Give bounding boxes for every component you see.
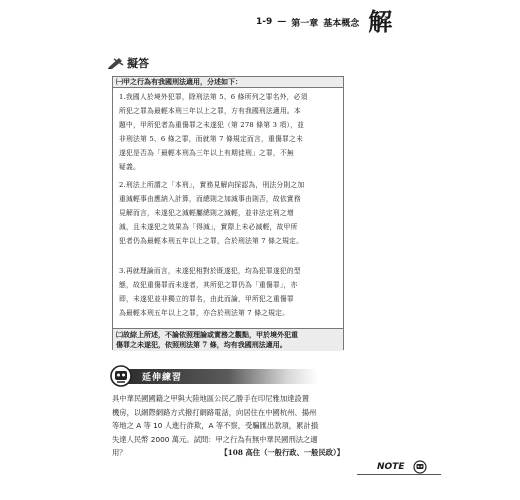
text-line: 見解而言，未遂犯之減輕屬總則之減輕，並非法定刑之增 (119, 209, 294, 217)
text-line: 減，且未遂犯之效果為「得減」，實際上未必減輕，故甲所 (119, 223, 298, 231)
robot-icon (108, 365, 134, 387)
note-label (357, 460, 441, 478)
text-line: 失達人民幣 2000 萬元。試問：甲之行為有無中華民國刑法之適 (112, 434, 318, 444)
answer-box (112, 76, 344, 350)
text-line: 1.我國人於境外犯罪，除刑法第 5、6 條所列之罪名外，必須 (119, 93, 308, 101)
text-line: 機房，以網際網路方式撥打網路電話，向居住在中國杭州、揚州 (112, 407, 317, 417)
text-line: 即，未遂犯並非獨立的罪名，由此而論，甲所犯之重傷罪 (119, 295, 294, 303)
answer-point-1 (119, 90, 339, 174)
text-line: 重減輕事由應納入計算，而總則之加減事由則否，故依實務 (119, 195, 301, 203)
text-line: 傷罪之未遂犯，依照刑法第 7 條，均有我國刑法適用。 (116, 339, 287, 349)
note-text: NOTE (377, 462, 405, 472)
text-line: 2.刑法上所謂之「本刑」，實務見解向採認為，刑法分則之加 (119, 181, 305, 189)
chapter-label: 第一章 (291, 18, 319, 29)
pencil-icon (108, 57, 124, 69)
running-header (256, 7, 393, 36)
text-line: 等地之 A 等 10 人進行詐欺，A 等不察，受騙匯出款項，累計損 (112, 421, 318, 430)
text-line: 非刑法第 5、6 條之罪，而就第 7 條規定而言，重傷罪之未 (119, 135, 303, 143)
answer-point-2 (119, 178, 339, 248)
answer-conclusion (113, 329, 343, 351)
text-line: 遂犯是否為「最輕本刑為三年以上有期徒刑」之罪，不無 (119, 149, 294, 157)
answer-label: 擬答 (127, 57, 149, 70)
exam-tag: 【108 高住（一般行政、一般民政）】 (220, 448, 344, 457)
robot-icon (413, 460, 427, 474)
answer-intro: ㈠甲之行為有我國刑法適用，分述如下： (113, 77, 343, 88)
answer-body (113, 88, 343, 329)
last-line (112, 446, 344, 460)
header-dash: — (277, 17, 287, 27)
note-rule (357, 474, 441, 475)
text-line: ㈡故綜上所述，不論依照理論或實務之觀點，甲於境外犯重 (116, 330, 298, 339)
text-line: 為最輕本刑五年以上之罪，亦合於刑法第 7 條之規定。 (119, 309, 290, 317)
text-line: 犯者仍為最輕本刑五年以上之罪，合於刑法第 7 條之規定。 (119, 237, 304, 245)
text-line: 態，故犯重傷罪而未遂者，其所犯之罪仍為「重傷罪」，亦 (119, 281, 298, 289)
text-line: 用？ (112, 448, 127, 457)
extension-question (112, 392, 344, 460)
text-line: 疑義。 (119, 163, 140, 171)
chapter-title: 基本概念 (323, 18, 360, 29)
answer-point-3 (119, 264, 339, 320)
text-line: 3.再就理論而言，未遂犯相對於既遂犯，均為犯罪遂犯的型 (119, 267, 301, 275)
text-line: 題中，甲所犯者為重傷罪之未遂犯（第 278 條第 3 項），並 (119, 121, 305, 129)
extension-banner (108, 365, 338, 387)
page-number: 1-9 (256, 17, 273, 27)
text-line: 所犯之罪為最輕本刑三年以上之罪，方有我國刑法適用。本 (119, 107, 301, 115)
text-line: 具中華民國國籍之甲與大陸地區公民乙勝手在印尼雅加達設置 (112, 394, 310, 403)
extension-label: 延伸練習 (142, 373, 183, 383)
answer-heading (108, 55, 149, 71)
section-glyph: 解 (368, 7, 393, 36)
